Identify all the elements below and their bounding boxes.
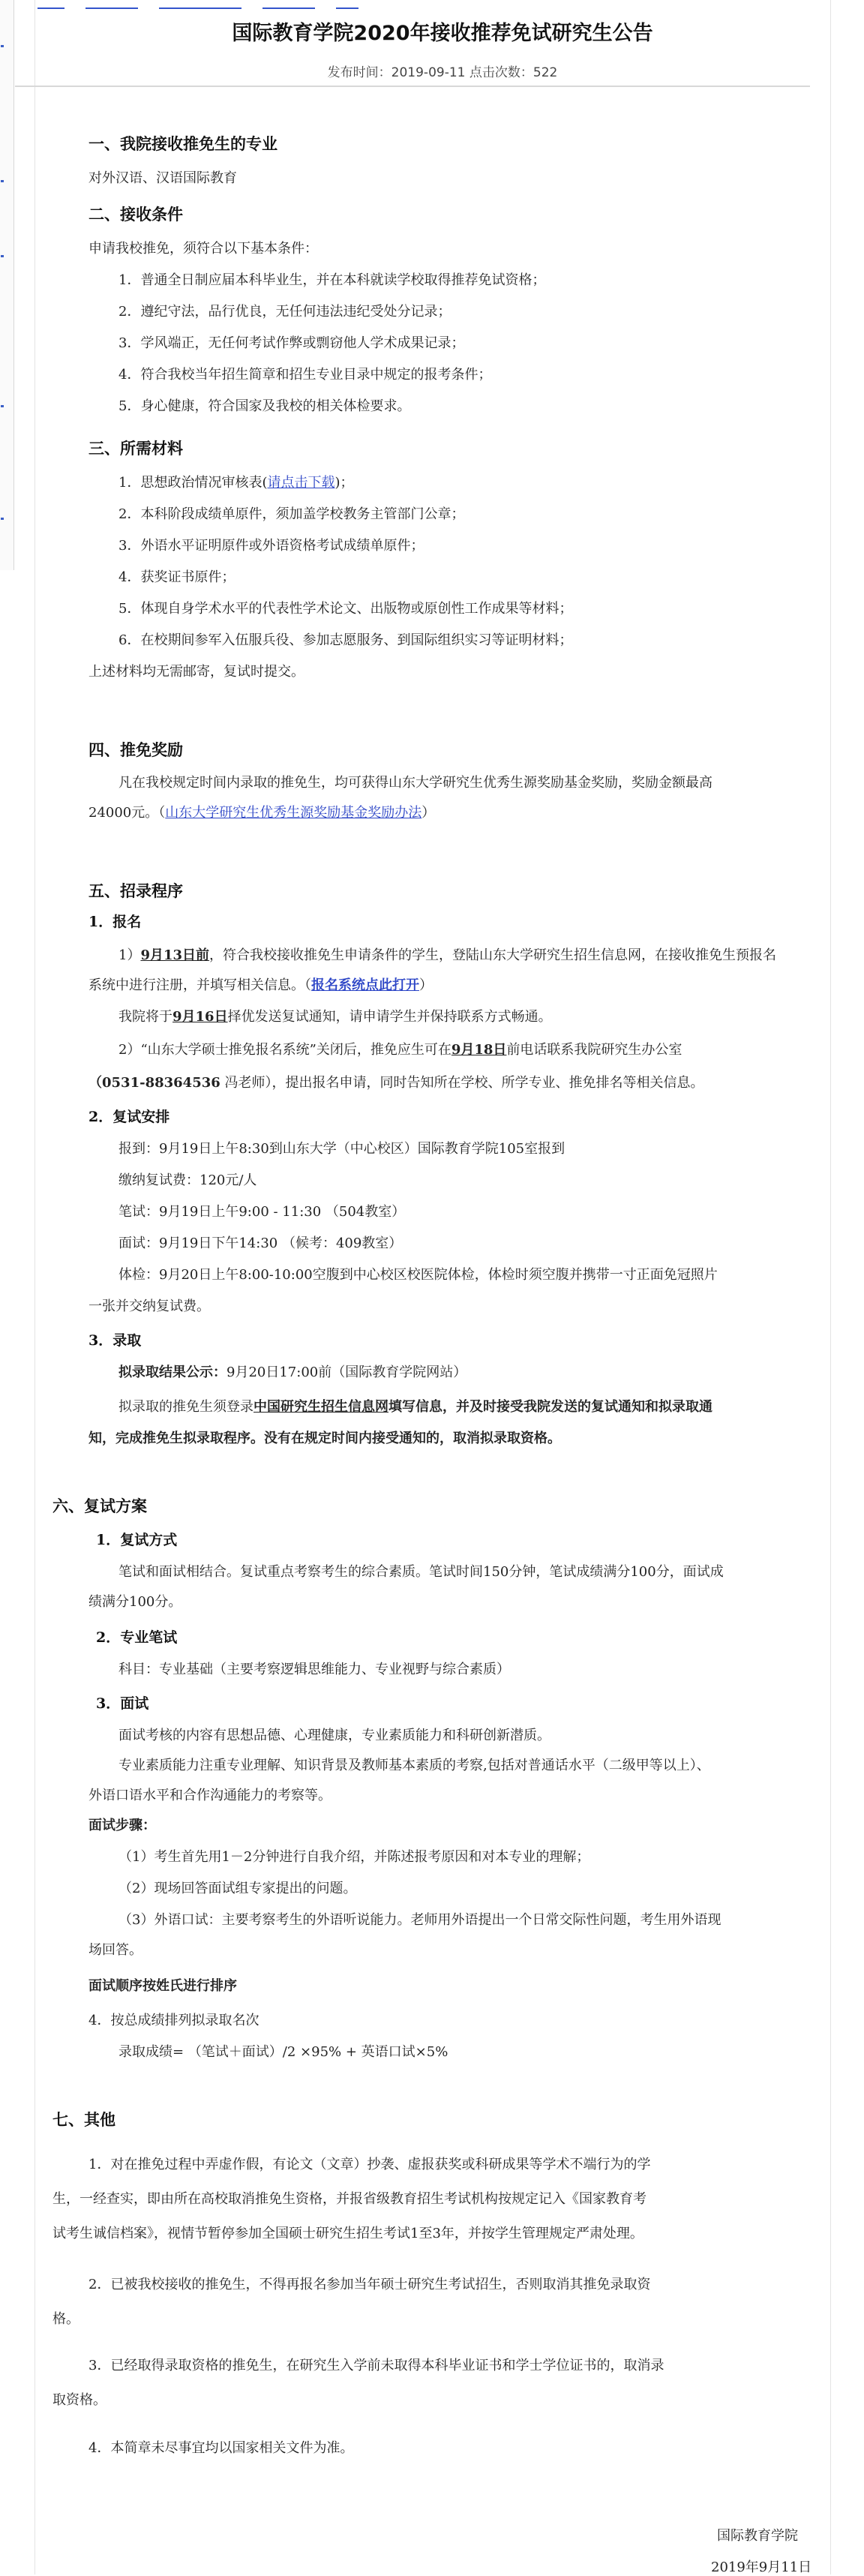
ranking-heading: 4．按总成绩排列拟录取名次 xyxy=(88,2013,260,2028)
article-meta xyxy=(52,62,832,80)
admission-text: 知，完成推免生拟录取程序。没有在规定时间内接受通知的，取消拟录取资格。 xyxy=(88,1431,561,1446)
clicks-label: 点击次数： xyxy=(469,65,533,80)
reward-policy-link[interactable]: 山东大学研究生优秀生源奖励基金奖励办法 xyxy=(165,805,422,821)
registration-text: ，符合我校接收推免生申请条件的学生，登陆山东大学研究生招生信息网，在接收推免生预报名 xyxy=(209,947,777,963)
interview-step: （3）外语口试：主要考察考生的外语听说能力。老师用外语提出一个日常交际性问题，考生用外语现 xyxy=(118,1912,722,1928)
written-exam-text: 科目：专业基础（主要考察逻辑思维能力、专业视野与综合素质） xyxy=(118,1662,510,1677)
condition-item: 5．身心健康，符合国家及我校的相关体检要求。 xyxy=(118,398,411,414)
interview-step: （1）考生首先用1－2分钟进行自我介绍，并陈述报考原因和对本专业的理解； xyxy=(118,1849,590,1865)
material-item: 2．本科阶段成绩单原件，须加盖学校教务主管部门公章； xyxy=(118,506,465,522)
others-item: 取资格。 xyxy=(52,2392,106,2408)
admission-text: 填写信息，并及时接受我院发送的复试通知和拟录取通 xyxy=(388,1399,712,1415)
phone-registration-text: 前电话联系我院研究生办公室 xyxy=(506,1042,682,1058)
interview-order: 面试顺序按姓氏进行排序 xyxy=(88,1978,237,1994)
condition-item: 2．遵纪守法，品行优良，无任何违法违纪受处分记录； xyxy=(118,304,452,320)
registration-text xyxy=(88,974,433,998)
majors-text: 对外汉语、汉语国际教育 xyxy=(88,170,237,186)
material-item: 3．外语水平证明原件或外语资格考试成绩单原件； xyxy=(118,538,424,554)
publish-time: 2019-09-11 xyxy=(391,65,466,80)
arrangement-item: 报到：9月19日上午8:30到山东大学（中心校区）国际教育学院105室报到 xyxy=(118,1141,566,1157)
nav-marker[interactable] xyxy=(1,405,4,407)
publicity-text xyxy=(118,1361,466,1385)
signature-date: 2019年9月11日 xyxy=(711,2559,812,2575)
phone-registration-text xyxy=(118,1038,682,1062)
material-item-text: 1．思想政治情况审核表( xyxy=(118,475,268,491)
reward-text: 凡在我校规定时间内录取的推免生，均可获得山东大学研究生优秀生源奖励基金奖励，奖励金额最高 xyxy=(118,775,712,791)
nav-marker[interactable] xyxy=(1,180,4,182)
phone-registration-text xyxy=(88,1071,704,1095)
material-item: 5．体现自身学术水平的代表性学术论文、出版物或原创性工作成果等材料； xyxy=(118,601,573,617)
signature-org: 国际教育学院 xyxy=(717,2528,798,2544)
others-item: 2．已被我校接收的推免生，不得再报名参加当年硕士研究生考试招生，否则取消其推免录取资 xyxy=(88,2277,651,2292)
material-item: 4．获奖证书原件； xyxy=(118,569,236,585)
registration-deadline: 9月13日前 xyxy=(140,947,210,963)
others-item: 试考生诚信档案》，视情节暂停参加全国硕士研究生招生考试1至3年，并按学生管理规定严肃处理。 xyxy=(52,2226,644,2241)
condition-item: 4．符合我校当年招生简章和招生专业目录中规定的报考条件； xyxy=(118,367,492,383)
conditions-intro: 申请我校推免，须符合以下基本条件： xyxy=(88,241,318,257)
reward-amount: 24000元。（ xyxy=(88,805,166,821)
publish-label: 发布时间： xyxy=(327,65,392,80)
section-heading-reexam-plan: 六、复试方案 xyxy=(52,1497,147,1515)
condition-item: 1．普通全日制应届本科毕业生，并在本科就读学校取得推荐免试资格； xyxy=(118,272,546,288)
subheading-reexam-arrangement: 2．复试安排 xyxy=(88,1109,170,1125)
reward-text-end: ） xyxy=(422,805,436,821)
phone-deadline: 9月18日 xyxy=(451,1042,507,1058)
nav-marker[interactable] xyxy=(1,518,4,520)
interview-text: 外语口语水平和合作沟通能力的考察等。 xyxy=(88,1788,332,1803)
section-heading-procedure: 五、招录程序 xyxy=(88,881,183,900)
section-heading-rewards: 四、推免奖励 xyxy=(88,740,183,759)
reward-text xyxy=(88,801,435,825)
others-item: 生，一经查实，即由所在高校取消推免生资格，并报省级教育招生考试机构按规定记入《国家教育考 xyxy=(52,2191,646,2207)
interview-steps-label: 面试步骤： xyxy=(88,1818,156,1833)
nav-marker[interactable] xyxy=(1,45,4,47)
reexam-method-text: 笔试和面试相结合。复试重点考察考生的综合素质。笔试时间150分钟，笔试成绩满分100分，面试成 xyxy=(118,1564,724,1580)
subheading-written-exam: 2．专业笔试 xyxy=(96,1629,178,1646)
material-item: 6．在校期间参军入伍服兵役、参加志愿服务、到国际组织实习等证明材料； xyxy=(118,632,573,648)
registration-text: 系统中进行注册，并填写相关信息。（ xyxy=(88,977,311,993)
registration-text xyxy=(118,944,776,968)
reexam-method-text: 绩满分100分。 xyxy=(88,1594,182,1610)
score-formula: 录取成绩= （笔试＋面试）/2 ×95% + 英语口试×5% xyxy=(118,2044,448,2060)
arrangement-item: 体检：9月20日上午8:00-10:00空腹到中心校区校医院体检，体检时须空腹并携带一寸正面免冠照片 xyxy=(118,1267,718,1283)
left-nav-strip xyxy=(0,0,14,570)
section-heading-others: 七、其他 xyxy=(52,2110,116,2129)
publicity-label: 拟录取结果公示： xyxy=(118,1365,226,1380)
arrangement-item: 面试：9月19日下午14:30 （候考：409教室） xyxy=(118,1235,403,1251)
admission-text xyxy=(118,1395,712,1419)
phone-registration-text: 2）“山东大学硕士推免报名系统”关闭后，推免应生可在 xyxy=(118,1042,452,1058)
notification-text: 择优发送复试通知，请申请学生并保持联系方式畅通。 xyxy=(227,1009,552,1025)
download-form-link[interactable]: 请点击下载 xyxy=(267,475,335,491)
arrangement-item: 一张并交纳复试费。 xyxy=(88,1299,210,1314)
section-heading-majors: 一、我院接收推免生的专业 xyxy=(88,134,278,153)
material-item xyxy=(118,471,354,495)
office-phone: （0531-88364536 xyxy=(88,1075,220,1091)
others-item: 3．已经取得录取资格的推免生，在研究生入学前未取得本科毕业证书和学士学位证书的，取消录 xyxy=(88,2358,664,2373)
subheading-admission: 3．录取 xyxy=(88,1332,142,1349)
notification-text xyxy=(118,1005,552,1029)
others-item: 4．本简章未尽事宜均以国家相关文件为准。 xyxy=(88,2440,354,2456)
page-title: 国际教育学院2020年接收推荐免试研究生公告 xyxy=(232,22,653,45)
subheading-reexam-method: 1．复试方式 xyxy=(96,1532,178,1548)
condition-item: 3．学风端正，无任何考试作弊或剽窃他人学术成果记录； xyxy=(118,335,465,351)
click-count: 522 xyxy=(532,65,558,80)
interview-text: 专业素质能力注重专业理解、知识背景及教师基本素质的考察,包括对普通话水平（二级甲等以上）、 xyxy=(118,1758,710,1773)
others-item: 1．对在推免过程中弄虚作假，有论文（文章）抄袭、虚报获奖或科研成果等学术不端行为的学 xyxy=(88,2157,651,2172)
interview-text: 面试考核的内容有思想品德、心理健康，专业素质能力和科研创新潜质。 xyxy=(118,1728,550,1743)
registration-text: ） xyxy=(419,977,433,993)
material-item-text: )； xyxy=(334,475,354,491)
materials-note: 上述材料均无需邮寄，复试时提交。 xyxy=(88,664,304,680)
notification-date: 9月16日 xyxy=(172,1009,228,1025)
phone-registration-text: 冯老师），提出报名申请，同时告知所在学校、所学专业、推免排名等相关信息。 xyxy=(220,1075,704,1091)
registration-system-link[interactable]: 报名系统点此打开 xyxy=(311,977,419,993)
section-heading-conditions: 二、接收条件 xyxy=(88,205,183,224)
interview-step: 场回答。 xyxy=(88,1942,142,1958)
admission-site-name: 中国研究生招生信息网 xyxy=(254,1399,388,1415)
notification-text: 我院将于 xyxy=(118,1009,172,1025)
arrangement-item: 笔试：9月19日上午9:00 - 11:30 （504教室） xyxy=(118,1204,406,1220)
title-divider xyxy=(15,86,810,87)
subheading-registration: 1．报名 xyxy=(88,914,142,930)
nav-marker[interactable] xyxy=(1,255,4,257)
interview-step: （2）现场回答面试组专家提出的问题。 xyxy=(118,1881,357,1896)
admission-text: 拟录取的推免生须登录 xyxy=(118,1399,254,1415)
section-heading-materials: 三、所需材料 xyxy=(88,439,183,458)
others-item: 格。 xyxy=(52,2311,80,2327)
publicity-time: 9月20日17:00前（国际教育学院网站） xyxy=(226,1365,467,1380)
arrangement-item: 缴纳复试费：120元/人 xyxy=(118,1172,257,1188)
subheading-interview: 3．面试 xyxy=(96,1695,149,1712)
registration-text: 1） xyxy=(118,947,141,963)
